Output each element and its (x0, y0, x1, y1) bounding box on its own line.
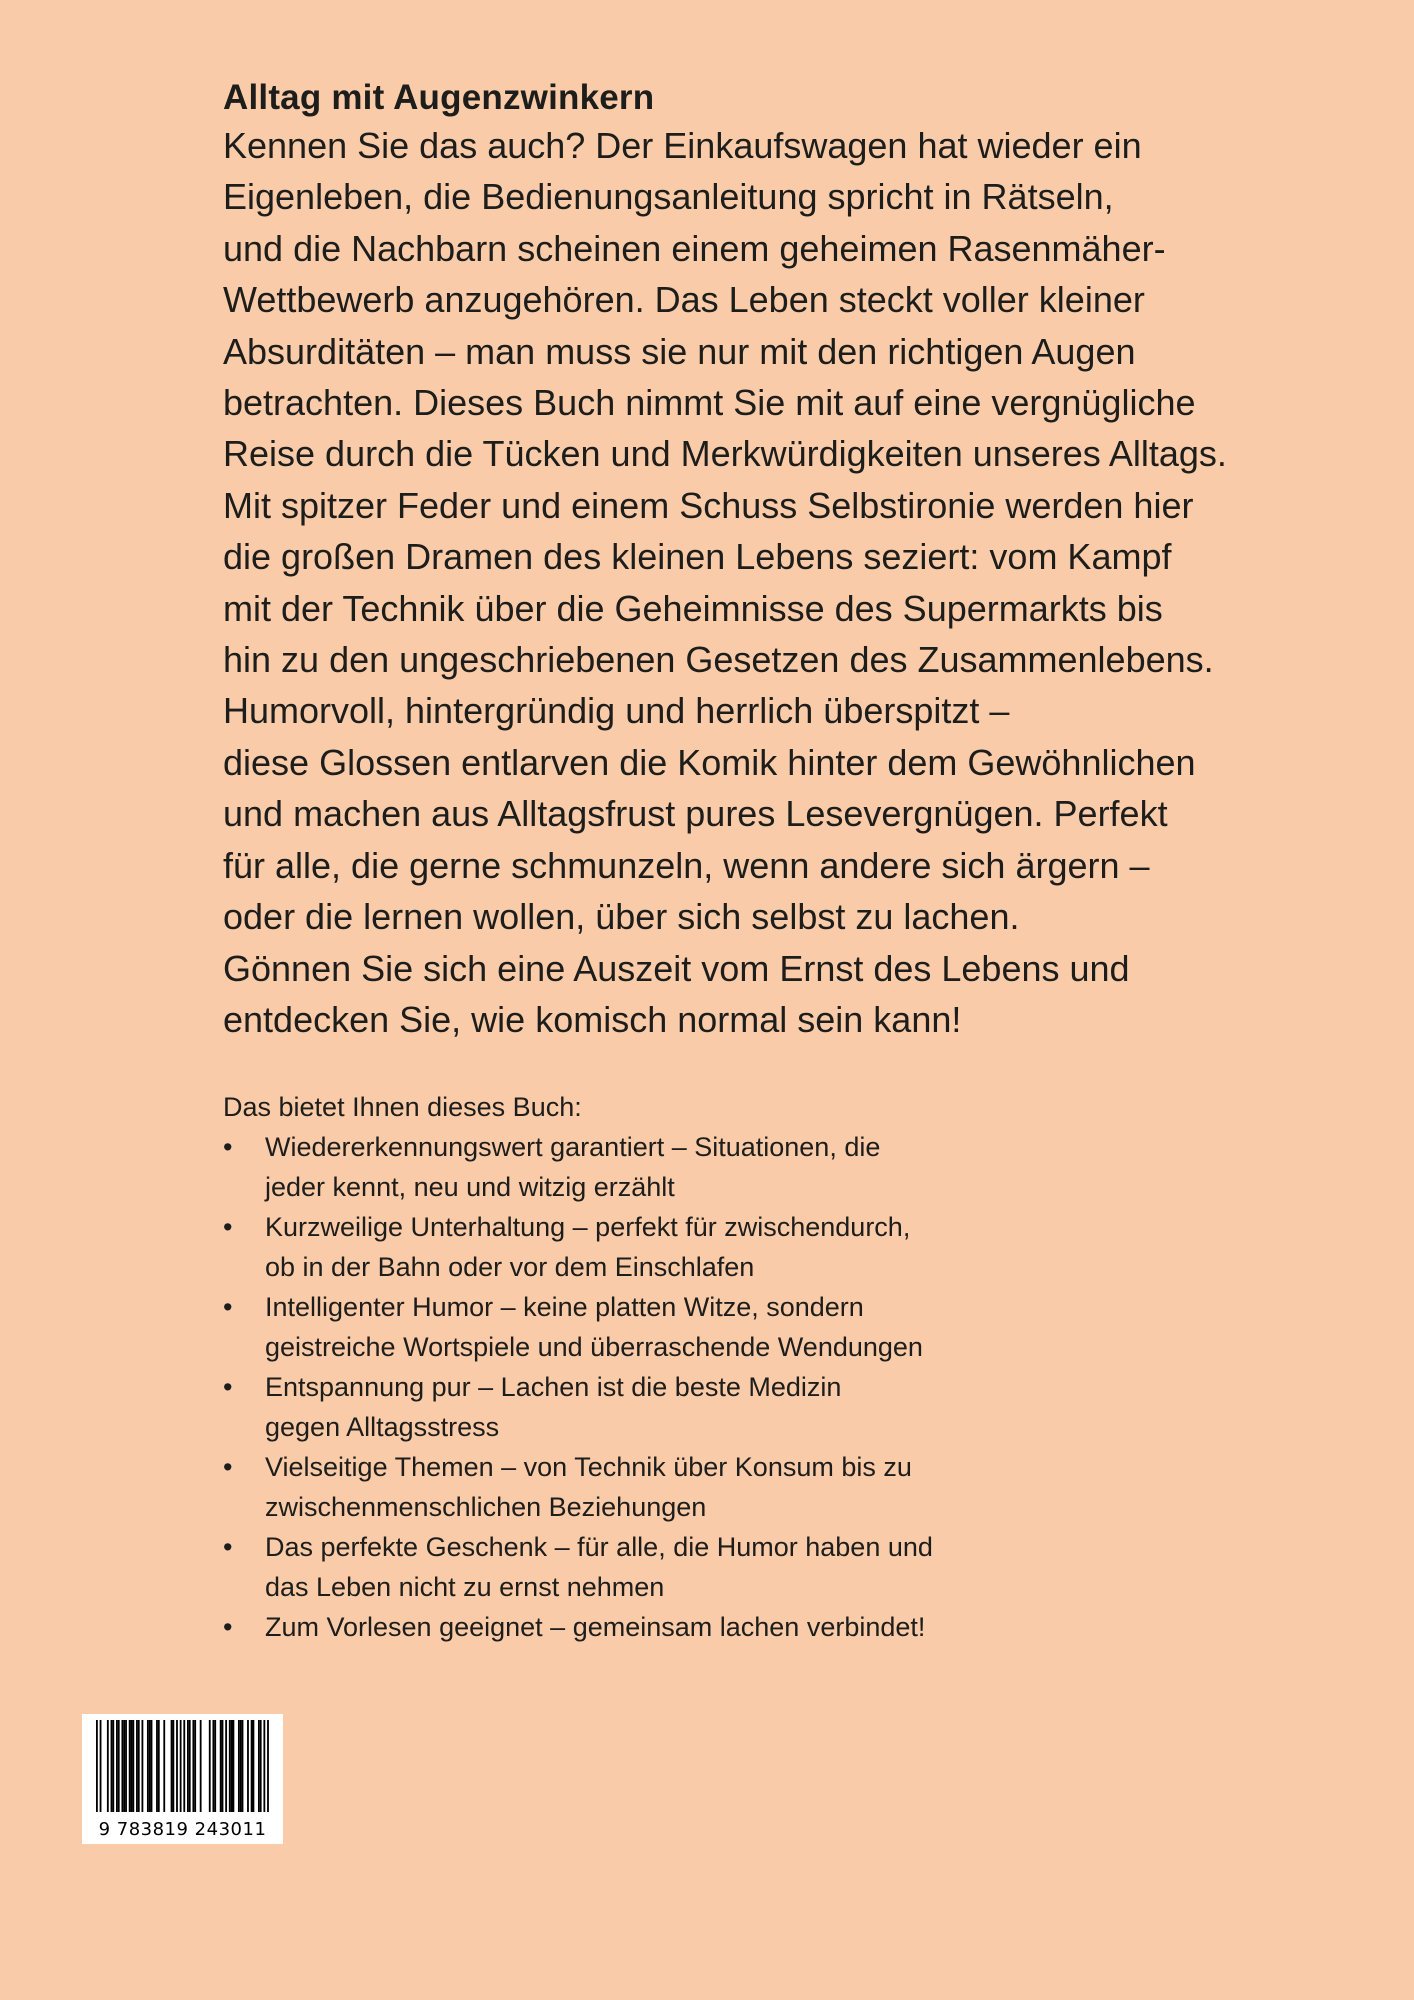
blurb-line: Kennen Sie das auch? Der Einkaufswagen hat wieder ein (223, 125, 1142, 166)
barcode-bar (111, 1720, 113, 1812)
barcode-bar (171, 1720, 173, 1812)
isbn-barcode (82, 1714, 283, 1844)
blurb-line: diese Glossen entlarven die Komik hinter dem Gewöhnlichen (223, 741, 1196, 783)
barcode-bar (172, 1720, 174, 1812)
feature-list (223, 1127, 1373, 1647)
blurb-line: die großen Dramen des kleinen Lebens seziert: vom Kampf (223, 536, 1172, 578)
barcode-bar (209, 1720, 211, 1812)
isbn-digits: 9 783819 243011 (98, 1819, 267, 1840)
feature-item (223, 1127, 1373, 1207)
blurb-text (223, 120, 1373, 1045)
book-title: Alltag mit Augenzwinkern (223, 78, 655, 117)
feature-item (223, 1447, 1373, 1527)
barcode-bar (151, 1720, 153, 1812)
barcode-bar (189, 1720, 191, 1812)
barcode-bar (194, 1720, 196, 1812)
feature-line: das Leben nicht zu ernst nehmen (265, 1572, 665, 1603)
bullet-icon: • (223, 1532, 233, 1563)
barcode-bar (229, 1720, 231, 1812)
barcode-bar (260, 1720, 262, 1812)
barcode-bar (158, 1720, 160, 1812)
barcode-bar (238, 1720, 240, 1812)
barcode-bar (180, 1720, 182, 1812)
blurb-line: entdecken Sie, wie komisch normal sein kann! (223, 998, 962, 1040)
feature-line: ob in der Bahn oder vor dem Einschlafen (265, 1252, 755, 1283)
bullet-icon: • (223, 1292, 233, 1323)
features-heading: Das bietet Ihnen dieses Buch: (223, 1092, 582, 1123)
barcode-bar (220, 1720, 222, 1812)
blurb-line: Gönnen Sie sich eine Auszeit vom Ernst des Lebens und (223, 947, 1130, 989)
barcode-bar (121, 1720, 123, 1812)
blurb-line: Mit spitzer Feder und einem Schuss Selbstironie werden hier (223, 484, 1194, 526)
bullet-icon: • (223, 1212, 233, 1243)
barcode-bar (251, 1720, 253, 1812)
blurb-line: mit der Technik über die Geheimnisse des Supermarkts bis (223, 587, 1163, 629)
blurb-line: oder die lernen wollen, über sich selbst zu lachen. (223, 896, 1020, 938)
feature-line: Wiedererkennungswert garantiert – Situationen, die (265, 1132, 881, 1163)
blurb-line: für alle, die gerne schmunzeln, wenn andere sich ärgern – (223, 844, 1150, 886)
barcode-bar (112, 1720, 114, 1812)
back-cover-content (223, 76, 1373, 1647)
barcode-bar (200, 1720, 202, 1812)
barcode-bar (212, 1720, 214, 1812)
feature-line: Vielseitige Themen – von Technik über Konsum bis zu (265, 1452, 912, 1483)
feature-line: gegen Alltagsstress (265, 1412, 500, 1443)
barcode-bar (258, 1720, 260, 1812)
barcode-bar (132, 1720, 134, 1812)
barcode-bar (136, 1720, 138, 1812)
barcode-bar (131, 1720, 133, 1812)
barcode-bar (107, 1720, 109, 1812)
bullet-icon: • (223, 1612, 233, 1643)
barcode-bar (242, 1720, 244, 1812)
feature-line: Entspannung pur – Lachen ist die beste Medizin (265, 1372, 842, 1403)
barcode-bar (225, 1720, 227, 1812)
barcode-bar (96, 1720, 98, 1812)
barcode-bar (247, 1720, 249, 1812)
barcode-bar (176, 1720, 178, 1812)
barcode-bar (156, 1720, 158, 1812)
barcode-bar (233, 1720, 235, 1812)
barcode-bar (129, 1720, 131, 1812)
bullet-icon: • (223, 1372, 233, 1403)
blurb-line: Humorvoll, hintergründig und herrlich überspitzt – (223, 690, 1010, 732)
barcode-bar (267, 1720, 269, 1812)
blurb-line: und die Nachbarn scheinen einem geheimen Rasenmäher- (223, 227, 1166, 269)
feature-item (223, 1207, 1373, 1287)
barcode-bar (253, 1720, 255, 1812)
barcode-bars (82, 1714, 283, 1818)
feature-line: Das perfekte Geschenk – für alle, die Humor haben und (265, 1532, 933, 1563)
blurb-line: Absurditäten – man muss sie nur mit den richtigen Augen (223, 330, 1136, 372)
blurb-line: Eigenleben, die Bedienungsanleitung spricht in Rätseln, (223, 176, 1114, 218)
bullet-icon: • (223, 1452, 233, 1483)
feature-line: jeder kennt, neu und witzig erzählt (265, 1172, 675, 1203)
feature-line: Kurzweilige Unterhaltung – perfekt für zwischendurch, (265, 1212, 911, 1243)
feature-line: zwischenmenschlichen Beziehungen (265, 1492, 707, 1523)
barcode-bar (123, 1720, 125, 1812)
barcode-bar (187, 1720, 189, 1812)
blurb-line: und machen aus Alltagsfrust pures Lesevergnügen. Perfekt (223, 793, 1168, 835)
feature-item (223, 1367, 1373, 1447)
barcode-bar (214, 1720, 216, 1812)
feature-item (223, 1527, 1373, 1607)
feature-line: Intelligenter Humor – keine platten Witze, sondern (265, 1292, 864, 1323)
barcode-bar (163, 1720, 165, 1812)
barcode-bar (100, 1720, 102, 1812)
barcode-bar (138, 1720, 140, 1812)
barcode-bar (231, 1720, 233, 1812)
barcode-bar (116, 1720, 118, 1812)
features-section (223, 1087, 1373, 1647)
barcode-bar (118, 1720, 120, 1812)
barcode-bar (222, 1720, 224, 1812)
barcode-bar (183, 1720, 185, 1812)
feature-line: geistreiche Wortspiele und überraschende Wendungen (265, 1332, 923, 1363)
barcode-bar (147, 1720, 149, 1812)
blurb-line: betrachten. Dieses Buch nimmt Sie mit auf eine vergnügliche (223, 382, 1196, 424)
barcode-bar (125, 1720, 127, 1812)
barcode-bar (142, 1720, 144, 1812)
bullet-icon: • (223, 1132, 233, 1163)
blurb-line: Wettbewerb anzugehören. Das Leben steckt voller kleiner (223, 279, 1145, 321)
barcode-bar (240, 1720, 242, 1812)
feature-item (223, 1607, 1373, 1647)
feature-item (223, 1287, 1373, 1367)
blurb-line: hin zu den ungeschriebenen Gesetzen des Zusammenlebens. (223, 639, 1214, 681)
blurb-line: Reise durch die Tücken und Merkwürdigkeiten unseres Alltags. (223, 433, 1227, 475)
barcode-bar (149, 1720, 151, 1812)
barcode-bar (263, 1720, 265, 1812)
feature-line: Zum Vorlesen geeignet – gemeinsam lachen verbindet! (265, 1612, 926, 1643)
barcode-bar (192, 1720, 194, 1812)
